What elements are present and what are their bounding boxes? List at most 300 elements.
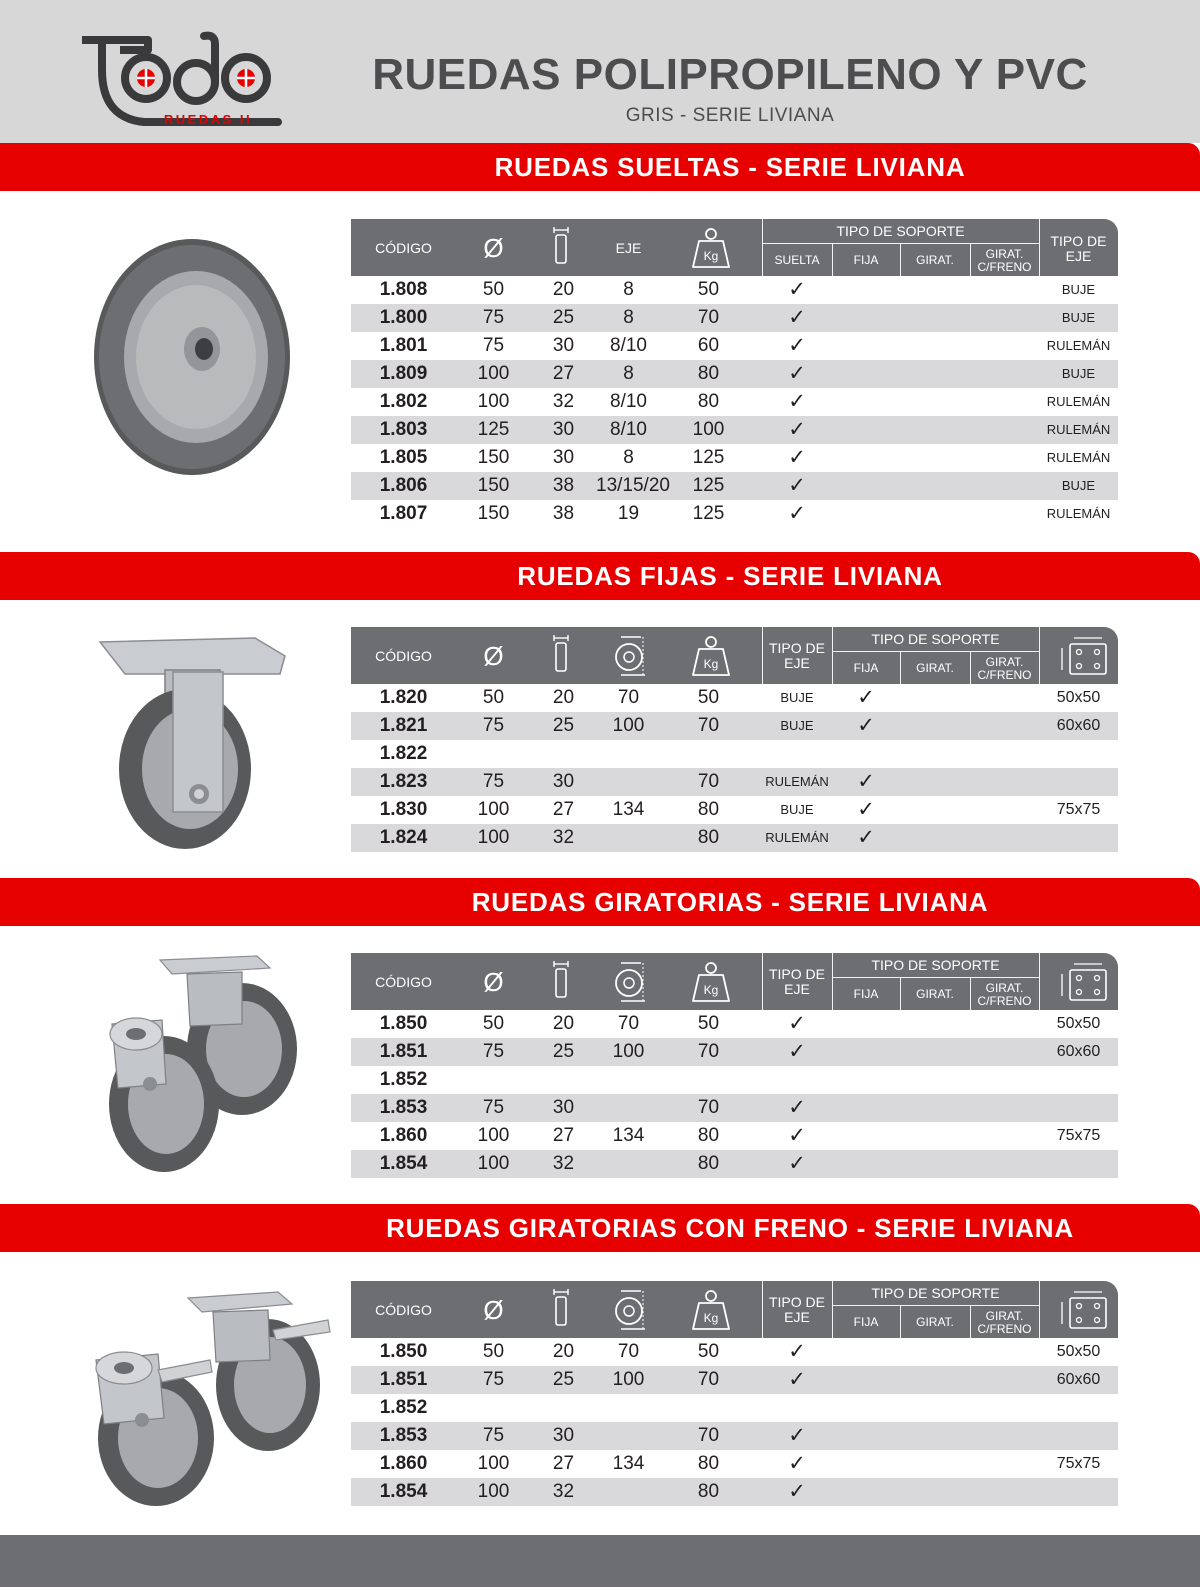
width-value — [531, 1394, 596, 1422]
svg-text:Kg: Kg — [703, 983, 719, 997]
check-mark: ✓ — [788, 1152, 806, 1175]
check-mark: ✓ — [788, 1340, 806, 1363]
page-header — [0, 0, 1200, 143]
load-kg-value: 50 — [697, 1341, 720, 1362]
load-kg-value: 70 — [697, 715, 720, 736]
check-mark — [832, 740, 900, 768]
table-row — [351, 1366, 1118, 1394]
check-mark: ✓ — [788, 278, 806, 301]
table-row — [351, 472, 1118, 500]
check-mark: ✓ — [788, 474, 806, 497]
check-mark: ✓ — [857, 826, 875, 849]
axle-value: 8/10 — [610, 335, 647, 356]
total-height-icon — [611, 959, 647, 1005]
product-code: 1.854 — [379, 1481, 428, 1502]
col-girat: GIRAT. — [916, 661, 954, 675]
check-mark: ✓ — [788, 334, 806, 357]
table-body — [351, 276, 1118, 528]
axle-type-value: BUJE — [780, 690, 814, 705]
product-code: 1.822 — [379, 743, 428, 764]
plate-size-value — [1039, 1094, 1118, 1122]
product-code: 1.801 — [379, 335, 428, 356]
diameter-symbol-icon: Ø — [483, 233, 504, 263]
table-row — [351, 416, 1118, 444]
col-girat: GIRAT. — [916, 1315, 954, 1329]
plate-size-value: 75x75 — [1056, 801, 1101, 818]
mounting-plate-icon — [1056, 1288, 1114, 1332]
load-kg-value: 80 — [697, 1453, 720, 1474]
diameter-value: 75 — [482, 1369, 505, 1390]
table-fijas — [351, 627, 1118, 852]
col-girat-freno-1: GIRAT. — [985, 1309, 1024, 1323]
check-mark — [762, 1066, 832, 1094]
check-mark: ✓ — [857, 798, 875, 821]
width-value: 30 — [552, 1425, 575, 1446]
load-kg-value — [661, 1394, 756, 1422]
width-value: 25 — [552, 307, 575, 328]
plate-size-value — [1039, 824, 1118, 852]
col-tipo-soporte: TIPO DE SOPORTE — [871, 1285, 1000, 1301]
page-footer-bar — [0, 1535, 1200, 1587]
diameter-value: 100 — [477, 799, 510, 820]
axle-type-value: BUJE — [1061, 282, 1096, 297]
height-value: 70 — [617, 1013, 640, 1034]
mounting-plate-icon — [1056, 634, 1114, 678]
check-mark: ✓ — [857, 714, 875, 737]
col-tipo-eje-2: EJE — [784, 655, 810, 671]
axle-value: 8 — [623, 447, 634, 468]
col-girat-freno-2: C/FRENO — [977, 1322, 1032, 1336]
diameter-value: 100 — [477, 391, 510, 412]
product-code: 1.800 — [379, 307, 428, 328]
height-value — [596, 1422, 661, 1450]
axle-value: 19 — [617, 503, 640, 524]
load-kg-value: 80 — [697, 1125, 720, 1146]
diameter-value: 50 — [482, 687, 505, 708]
table-row — [351, 1394, 1118, 1422]
width-value — [531, 740, 596, 768]
diameter-value: 100 — [477, 363, 510, 384]
product-code: 1.807 — [379, 503, 428, 524]
plate-size-value — [1039, 1422, 1118, 1450]
mounting-plate-icon — [1056, 960, 1114, 1004]
axle-type-value: RULEMÁN — [765, 830, 829, 845]
product-code: 1.851 — [379, 1369, 428, 1390]
col-tipo-eje-2: EJE — [784, 981, 810, 997]
load-kg-value: 70 — [697, 307, 720, 328]
section-title: RUEDAS FIJAS - SERIE LIVIANA — [517, 561, 943, 591]
diameter-value: 100 — [477, 1481, 510, 1502]
load-kg-value — [661, 1066, 756, 1094]
col-suelta: SUELTA — [774, 253, 820, 267]
svg-text:Kg: Kg — [703, 1311, 719, 1325]
col-fija: FIJA — [853, 253, 879, 267]
height-value — [596, 824, 661, 852]
product-code: 1.852 — [379, 1397, 428, 1418]
product-code: 1.821 — [379, 715, 428, 736]
product-code: 1.824 — [379, 827, 428, 848]
wheel-width-icon — [551, 1287, 571, 1327]
weight-kg-icon — [691, 961, 731, 1003]
width-value: 30 — [552, 447, 575, 468]
plate-size-value: 75x75 — [1056, 1127, 1101, 1144]
svg-text:Kg: Kg — [703, 657, 719, 671]
diameter-value — [456, 1066, 531, 1094]
table-row — [351, 1478, 1118, 1506]
plate-size-value: 75x75 — [1056, 1455, 1101, 1472]
load-kg-value: 70 — [697, 1097, 720, 1118]
section-title: RUEDAS GIRATORIAS CON FRENO - SERIE LIVIANA — [386, 1213, 1074, 1243]
table-body — [351, 1338, 1118, 1506]
width-value: 30 — [552, 771, 575, 792]
plate-size-value — [1039, 1066, 1118, 1094]
load-kg-value: 70 — [697, 1041, 720, 1062]
axle-value: 8 — [623, 279, 634, 300]
axle-type-value — [762, 740, 832, 768]
col-codigo: CÓDIGO — [375, 974, 432, 990]
axle-value: 8/10 — [610, 391, 647, 412]
diameter-symbol-icon: Ø — [483, 1295, 504, 1325]
check-mark: ✓ — [788, 446, 806, 469]
product-code: 1.809 — [379, 363, 428, 384]
load-kg-value: 125 — [692, 447, 725, 468]
weight-kg-icon — [691, 227, 731, 269]
product-code: 1.805 — [379, 447, 428, 468]
axle-value: 8 — [623, 307, 634, 328]
diameter-value: 75 — [482, 1097, 505, 1118]
plate-size-value — [1039, 740, 1118, 768]
wheel-width-icon — [551, 633, 571, 673]
height-value — [596, 740, 661, 768]
page-subtitle: GRIS - SERIE LIVIANA — [625, 105, 835, 126]
width-value: 27 — [552, 363, 575, 384]
product-code: 1.803 — [379, 419, 428, 440]
check-mark: ✓ — [857, 770, 875, 793]
diameter-value: 50 — [482, 279, 505, 300]
check-mark: ✓ — [788, 390, 806, 413]
table-row — [351, 712, 1118, 740]
diameter-value: 50 — [482, 1341, 505, 1362]
load-kg-value — [661, 740, 756, 768]
col-girat-freno-2: C/FRENO — [977, 668, 1032, 682]
table-sueltas — [351, 219, 1118, 528]
col-girat-freno-2: C/FRENO — [977, 994, 1032, 1008]
load-kg-value: 80 — [697, 799, 720, 820]
col-tipo-eje-2: EJE — [1065, 248, 1092, 264]
check-mark: ✓ — [788, 502, 806, 525]
check-mark: ✓ — [788, 1012, 806, 1035]
plate-size-value — [1039, 1150, 1118, 1178]
height-value — [596, 1066, 661, 1094]
section-title: RUEDAS SUELTAS - SERIE LIVIANA — [494, 152, 966, 182]
table-header — [351, 627, 1118, 684]
wheel-width-icon — [551, 225, 571, 265]
table-row — [351, 824, 1118, 852]
col-girat-freno-2: C/FRENO — [977, 260, 1032, 274]
width-value — [531, 1066, 596, 1094]
width-value: 38 — [552, 475, 575, 496]
product-code: 1.823 — [379, 771, 428, 792]
plate-size-value — [1039, 1478, 1118, 1506]
width-value: 20 — [552, 687, 575, 708]
loose-wheel-image — [90, 235, 295, 480]
width-value: 30 — [552, 335, 575, 356]
axle-type-value: RULEMÁN — [1046, 450, 1111, 465]
axle-type-value: RULEMÁN — [765, 774, 829, 789]
diameter-value: 75 — [482, 715, 505, 736]
width-value: 20 — [552, 1013, 575, 1034]
table-row — [351, 796, 1118, 824]
diameter-value: 150 — [477, 503, 510, 524]
load-kg-value: 80 — [697, 363, 720, 384]
diameter-symbol-icon: Ø — [483, 641, 504, 671]
width-value: 32 — [552, 391, 575, 412]
diameter-value: 100 — [477, 1453, 510, 1474]
axle-type-value: BUJE — [1061, 478, 1096, 493]
plate-size-value: 60x60 — [1056, 717, 1101, 734]
col-girat-freno-1: GIRAT. — [985, 247, 1024, 261]
col-tipo-soporte: TIPO DE SOPORTE — [836, 223, 965, 239]
width-value: 27 — [552, 1125, 575, 1146]
height-value — [596, 1150, 661, 1178]
height-value — [596, 768, 661, 796]
width-value: 27 — [552, 799, 575, 820]
page-title: RUEDAS POLIPROPILENO Y PVC — [372, 50, 1088, 99]
width-value: 27 — [552, 1453, 575, 1474]
wheel-width-icon — [551, 959, 571, 999]
fixed-caster-image — [95, 634, 290, 852]
height-value: 134 — [612, 1453, 645, 1474]
product-code: 1.853 — [379, 1097, 428, 1118]
width-value: 38 — [552, 503, 575, 524]
height-value: 100 — [612, 1369, 645, 1390]
table-header — [351, 953, 1118, 1010]
table-row — [351, 1150, 1118, 1178]
load-kg-value: 50 — [697, 687, 720, 708]
table-row — [351, 1038, 1118, 1066]
axle-type-value: RULEMÁN — [1046, 338, 1111, 353]
plate-size-value: 50x50 — [1056, 1343, 1101, 1360]
col-tipo-eje-2: EJE — [784, 1309, 810, 1325]
product-code: 1.806 — [379, 475, 428, 496]
col-fija: FIJA — [853, 1315, 879, 1329]
axle-type-value: BUJE — [1061, 366, 1096, 381]
check-mark: ✓ — [857, 686, 875, 709]
col-codigo: CÓDIGO — [375, 648, 432, 664]
product-code: 1.830 — [379, 799, 428, 820]
col-tipo-eje-1: TIPO DE — [768, 640, 825, 656]
diameter-value: 100 — [477, 1153, 510, 1174]
table-row — [351, 1450, 1118, 1478]
load-kg-value: 100 — [692, 419, 725, 440]
width-value: 25 — [552, 1041, 575, 1062]
height-value: 70 — [617, 687, 640, 708]
product-code: 1.853 — [379, 1425, 428, 1446]
col-tipo-soporte: TIPO DE SOPORTE — [871, 957, 1000, 973]
product-code: 1.860 — [379, 1125, 428, 1146]
width-value: 32 — [552, 1481, 575, 1502]
swivel-caster-image — [92, 954, 307, 1176]
axle-type-value: BUJE — [780, 718, 814, 733]
load-kg-value: 125 — [692, 475, 725, 496]
axle-value: 13/15/20 — [596, 475, 670, 496]
table-row — [351, 444, 1118, 472]
width-value: 30 — [552, 1097, 575, 1118]
table-row — [351, 1094, 1118, 1122]
load-kg-value: 80 — [697, 1481, 720, 1502]
section-band-sueltas — [0, 143, 1200, 191]
axle-type-value: RULEMÁN — [1046, 394, 1111, 409]
table-row — [351, 1422, 1118, 1450]
product-code: 1.854 — [379, 1153, 428, 1174]
total-height-icon — [611, 633, 647, 679]
width-value: 25 — [552, 715, 575, 736]
check-mark: ✓ — [788, 418, 806, 441]
plate-size-value — [1039, 768, 1118, 796]
check-mark: ✓ — [788, 1368, 806, 1391]
diameter-symbol-icon: Ø — [483, 967, 504, 997]
plate-size-value: 50x50 — [1056, 1015, 1101, 1032]
width-value: 32 — [552, 1153, 575, 1174]
table-row — [351, 1122, 1118, 1150]
load-kg-value: 80 — [697, 827, 720, 848]
col-fija: FIJA — [853, 987, 879, 1001]
width-value: 32 — [552, 827, 575, 848]
check-mark: ✓ — [788, 1424, 806, 1447]
total-height-icon — [611, 1287, 647, 1333]
section-band-giratorias — [0, 878, 1200, 926]
table-header — [351, 219, 1118, 276]
check-mark: ✓ — [788, 362, 806, 385]
table-body — [351, 684, 1118, 852]
product-code: 1.850 — [379, 1341, 428, 1362]
diameter-value: 100 — [477, 1125, 510, 1146]
svg-text:RUEDAS II: RUEDAS II — [163, 112, 253, 127]
width-value: 30 — [552, 419, 575, 440]
axle-value: 8/10 — [610, 419, 647, 440]
height-value: 70 — [617, 1341, 640, 1362]
product-code: 1.851 — [379, 1041, 428, 1062]
table-row — [351, 768, 1118, 796]
check-mark: ✓ — [788, 1040, 806, 1063]
section-title: RUEDAS GIRATORIAS - SERIE LIVIANA — [471, 887, 989, 917]
section-band-giratorias-freno — [0, 1204, 1200, 1252]
load-kg-value: 70 — [697, 1425, 720, 1446]
axle-type-value: BUJE — [780, 802, 814, 817]
load-kg-value: 50 — [697, 279, 720, 300]
section-band-fijas — [0, 552, 1200, 600]
col-tipo-eje-1: TIPO DE — [1050, 233, 1107, 249]
load-kg-value: 50 — [697, 1013, 720, 1034]
product-code: 1.852 — [379, 1069, 428, 1090]
diameter-value: 50 — [482, 1013, 505, 1034]
plate-size-value: 60x60 — [1056, 1043, 1101, 1060]
plate-size-value: 50x50 — [1056, 689, 1101, 706]
table-giratorias-freno — [351, 1281, 1118, 1506]
plate-size-value — [1039, 1394, 1118, 1422]
col-tipo-soporte: TIPO DE SOPORTE — [871, 631, 1000, 647]
height-value — [596, 1094, 661, 1122]
diameter-value — [456, 740, 531, 768]
diameter-value: 75 — [482, 335, 505, 356]
col-fija: FIJA — [853, 661, 879, 675]
axle-value: 8 — [623, 363, 634, 384]
height-value: 134 — [612, 1125, 645, 1146]
product-code: 1.808 — [379, 279, 428, 300]
load-kg-value: 70 — [697, 771, 720, 792]
axle-type-value: RULEMÁN — [1046, 506, 1111, 521]
table-body — [351, 1010, 1118, 1178]
table-row — [351, 388, 1118, 416]
product-code: 1.850 — [379, 1013, 428, 1034]
table-row — [351, 684, 1118, 712]
height-value: 134 — [612, 799, 645, 820]
table-row — [351, 360, 1118, 388]
col-girat-freno-1: GIRAT. — [985, 981, 1024, 995]
plate-size-value: 60x60 — [1056, 1371, 1101, 1388]
weight-kg-icon — [691, 1289, 731, 1331]
todo-ruedas-logo — [78, 30, 288, 130]
diameter-value: 125 — [477, 419, 510, 440]
diameter-value: 75 — [482, 307, 505, 328]
check-mark — [762, 1394, 832, 1422]
height-value — [596, 1478, 661, 1506]
col-codigo: CÓDIGO — [375, 1302, 432, 1318]
product-code: 1.802 — [379, 391, 428, 412]
width-value: 25 — [552, 1369, 575, 1390]
col-tipo-eje-1: TIPO DE — [768, 966, 825, 982]
load-kg-value: 125 — [692, 503, 725, 524]
check-mark: ✓ — [788, 1124, 806, 1147]
diameter-value: 75 — [482, 1425, 505, 1446]
product-code: 1.820 — [379, 687, 428, 708]
diameter-value: 150 — [477, 475, 510, 496]
diameter-value: 75 — [482, 771, 505, 792]
diameter-value — [456, 1394, 531, 1422]
table-row — [351, 1066, 1118, 1094]
weight-kg-icon — [691, 635, 731, 677]
axle-type-value: BUJE — [1061, 310, 1096, 325]
width-value: 20 — [552, 1341, 575, 1362]
col-eje: EJE — [615, 240, 642, 256]
table-row — [351, 500, 1118, 528]
col-girat: GIRAT. — [916, 253, 954, 267]
check-mark: ✓ — [788, 306, 806, 329]
product-code: 1.860 — [379, 1453, 428, 1474]
diameter-value: 100 — [477, 827, 510, 848]
load-kg-value: 60 — [697, 335, 720, 356]
check-mark: ✓ — [788, 1452, 806, 1475]
col-tipo-eje-1: TIPO DE — [768, 1294, 825, 1310]
axle-type-value: RULEMÁN — [1046, 422, 1111, 437]
table-row — [351, 740, 1118, 768]
height-value — [596, 1394, 661, 1422]
height-value: 100 — [612, 715, 645, 736]
width-value: 20 — [552, 279, 575, 300]
table-row — [351, 1338, 1118, 1366]
height-value: 100 — [612, 1041, 645, 1062]
svg-text:Kg: Kg — [703, 249, 719, 263]
check-mark: ✓ — [788, 1096, 806, 1119]
load-kg-value: 70 — [697, 1369, 720, 1390]
table-header — [351, 1281, 1118, 1338]
load-kg-value: 80 — [697, 391, 720, 412]
col-codigo: CÓDIGO — [375, 240, 432, 256]
col-girat: GIRAT. — [916, 987, 954, 1001]
table-row — [351, 276, 1118, 304]
col-girat-freno-1: GIRAT. — [985, 655, 1024, 669]
table-row — [351, 332, 1118, 360]
